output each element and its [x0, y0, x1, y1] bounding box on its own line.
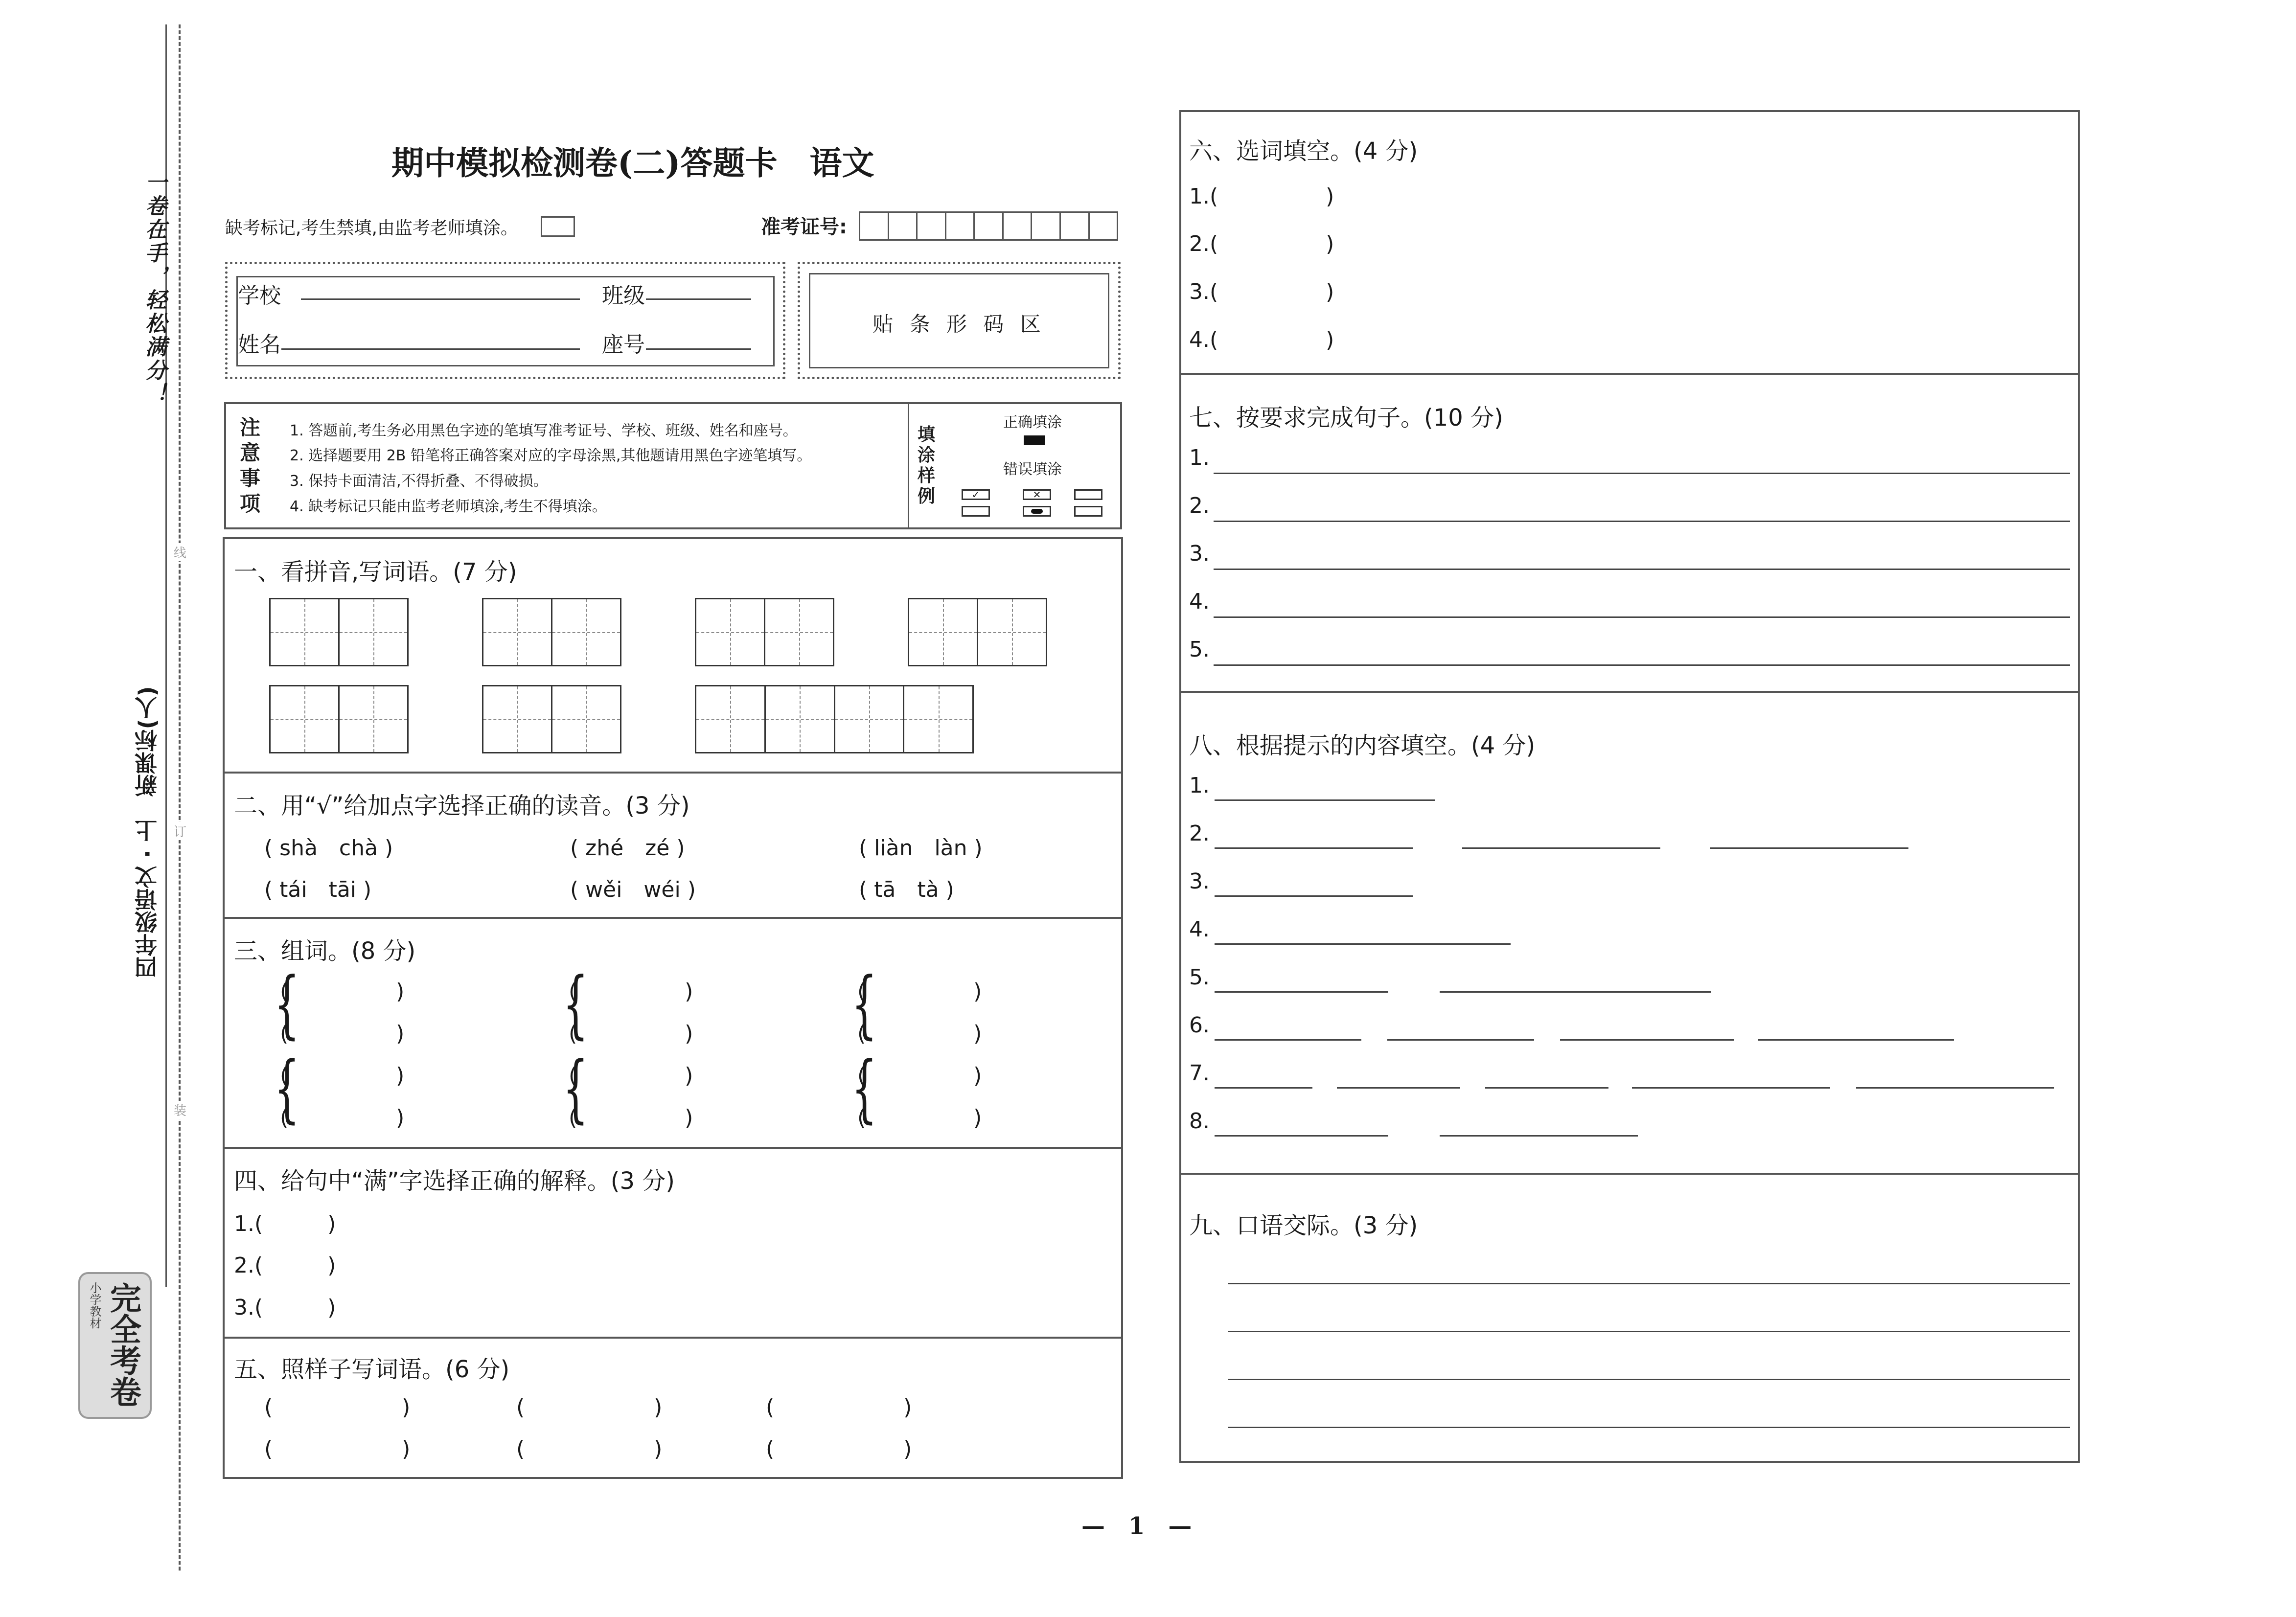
note-2: 2. 选择题要用 2B 铅笔将正确答案对应的字母涂黑,其他题请用黑色字迹笔填写。	[290, 447, 812, 464]
word-blank[interactable]: ( )	[280, 1021, 405, 1046]
fill-blank[interactable]	[1758, 1039, 1954, 1041]
brace-4: {	[563, 1046, 589, 1131]
brand-logo-small: 小学教材	[88, 1282, 101, 1329]
fill-label: 2.	[1189, 821, 1210, 846]
notes-heading: 注意事项	[240, 415, 261, 516]
fill-blank[interactable]	[1215, 1039, 1361, 1041]
school-field[interactable]	[301, 298, 580, 300]
word-blank[interactable]: ( )	[569, 1063, 693, 1088]
cut-line-dashed	[179, 24, 181, 1571]
word-blank[interactable]: ( )	[280, 1105, 405, 1130]
pinyin-box-7[interactable]	[695, 685, 974, 753]
wrong-sample-2: ✕	[1023, 489, 1051, 500]
page-title: 期中模拟检测卷(二)答题卡 语文	[391, 144, 874, 182]
cut-mark-3: 装	[174, 1101, 186, 1119]
pinyin-choice-2[interactable]: ( zhé zé )	[570, 836, 685, 861]
word-blank[interactable]: ( )	[569, 1021, 693, 1046]
sidebar-slogan: 一卷在手，轻松满分！	[141, 171, 166, 406]
wrong-sample-1: ✓	[962, 489, 990, 500]
section-9-title: 九、口语交际。(3 分)	[1189, 1212, 1418, 1239]
pinyin-box-6[interactable]	[482, 685, 621, 753]
word-blank[interactable]: ( )	[857, 979, 982, 1004]
fill-blank[interactable]	[1632, 1087, 1830, 1089]
choose-word-1[interactable]: 1.( )	[1189, 184, 1334, 209]
sentence-line[interactable]	[1214, 473, 2070, 474]
wrong-fill-label: 错误填涂	[1003, 461, 1062, 478]
class-field[interactable]	[646, 298, 751, 300]
pinyin-box-4[interactable]	[908, 598, 1047, 666]
seat-field[interactable]	[646, 348, 751, 350]
note-3: 3. 保持卡面清洁,不得折叠、不得破损。	[290, 473, 548, 490]
class-label: 班级	[602, 283, 645, 308]
sentence-line[interactable]	[1214, 664, 2070, 666]
fill-blank[interactable]	[1215, 991, 1388, 993]
sentence-line[interactable]	[1214, 616, 2070, 618]
word-blank[interactable]: ( )	[280, 1063, 405, 1088]
fill-blank[interactable]	[1462, 847, 1660, 849]
name-label: 姓名	[238, 332, 281, 357]
pinyin-box-3[interactable]	[695, 598, 834, 666]
pinyin-box-1[interactable]	[269, 598, 409, 666]
wrong-sample-6	[1074, 506, 1102, 517]
choose-word-3[interactable]: 3.( )	[1189, 279, 1334, 304]
fill-blank[interactable]	[1215, 1087, 1312, 1089]
section-3-title: 三、组词。(8 分)	[234, 937, 416, 965]
section-2-title: 二、用“√”给加点字选择正确的读音。(3 分)	[234, 792, 690, 820]
example-word-blank[interactable]: ( )	[516, 1395, 663, 1420]
fill-label: 3.	[1189, 869, 1210, 894]
word-blank[interactable]: ( )	[569, 1105, 693, 1130]
full-answer-3[interactable]: 3.( )	[234, 1295, 336, 1320]
fill-label: 7.	[1189, 1061, 1210, 1086]
pinyin-box-2[interactable]	[482, 598, 621, 666]
correct-fill-label: 正确填涂	[1003, 414, 1062, 431]
wrong-sample-4	[962, 506, 990, 517]
left-answer-column	[223, 537, 1123, 1479]
sentence-line[interactable]	[1214, 569, 2070, 570]
fill-blank[interactable]	[1710, 847, 1908, 849]
sentence-label: 4.	[1189, 589, 1210, 614]
oral-line-1[interactable]	[1228, 1283, 2070, 1284]
pinyin-choice-4[interactable]: ( tái tāi )	[264, 877, 372, 902]
section-4-title: 四、给句中“满”字选择正确的解释。(3 分)	[234, 1167, 675, 1195]
sentence-line[interactable]	[1214, 521, 2070, 522]
fill-blank[interactable]	[1215, 1135, 1388, 1137]
word-blank[interactable]: ( )	[280, 979, 405, 1004]
student-info-box	[225, 262, 785, 379]
absent-mark-box[interactable]	[541, 216, 575, 237]
section-1-title: 一、看拼音,写词语。(7 分)	[234, 558, 517, 586]
section-6-title: 六、选词填空。(4 分)	[1189, 137, 1418, 165]
fill-blank[interactable]	[1215, 847, 1413, 849]
fill-blank[interactable]	[1215, 799, 1435, 801]
fill-blank[interactable]	[1856, 1087, 2054, 1089]
fill-blank[interactable]	[1440, 991, 1711, 993]
choose-word-2[interactable]: 2.( )	[1189, 231, 1334, 256]
page-number: — 1 —	[1081, 1512, 1192, 1540]
word-blank[interactable]: ( )	[569, 979, 693, 1004]
fill-blank[interactable]	[1215, 943, 1511, 945]
absent-note: 缺考标记,考生禁填,由监考老师填涂。	[225, 218, 518, 238]
right-answer-column	[1179, 110, 2080, 1463]
example-word-blank[interactable]: ( )	[766, 1436, 912, 1461]
sidebar-course: 四年级语文 · 上 新课标(人)	[134, 686, 161, 979]
word-blank[interactable]: ( )	[857, 1021, 982, 1046]
sentence-label: 2.	[1189, 493, 1210, 518]
seat-label: 座号	[602, 332, 645, 357]
brace-3: {	[563, 962, 589, 1047]
example-word-blank[interactable]: ( )	[516, 1436, 663, 1461]
section-8-title: 八、根据提示的内容填空。(4 分)	[1189, 732, 1536, 759]
wrong-sample-5	[1023, 506, 1051, 517]
fill-label: 6.	[1189, 1013, 1210, 1038]
name-field[interactable]	[281, 348, 580, 350]
example-word-blank[interactable]: ( )	[766, 1395, 912, 1420]
example-word-blank[interactable]: ( )	[264, 1395, 411, 1420]
fill-label: 5.	[1189, 965, 1210, 990]
pinyin-box-5[interactable]	[269, 685, 409, 753]
note-4: 4. 缺考标记只能由监考老师填涂,考生不得填涂。	[290, 498, 607, 515]
notes-divider	[908, 402, 909, 529]
pinyin-choice-3[interactable]: ( liàn làn )	[859, 836, 983, 861]
correct-fill-sample	[1024, 435, 1045, 445]
cut-mark-2: 订	[174, 822, 186, 840]
brand-logo-text: 完全考卷	[105, 1282, 141, 1407]
exam-number-label: 准考证号:	[761, 216, 847, 238]
pinyin-choice-6[interactable]: ( tā tà )	[859, 877, 954, 902]
section-7-title: 七、按要求完成句子。(10 分)	[1189, 404, 1503, 432]
fill-blank[interactable]	[1337, 1087, 1460, 1089]
fill-blank[interactable]	[1560, 1039, 1734, 1041]
section-5-title: 五、照样子写词语。(6 分)	[234, 1356, 510, 1383]
note-1: 1. 答题前,考生务必用黑色字迹的笔填写准考证号、学校、班级、姓名和座号。	[290, 422, 798, 439]
word-blank[interactable]: ( )	[857, 1105, 982, 1130]
oral-line-2[interactable]	[1228, 1331, 2070, 1332]
sentence-label: 1.	[1189, 445, 1210, 470]
fill-blank[interactable]	[1440, 1135, 1638, 1137]
choose-word-4[interactable]: 4.( )	[1189, 327, 1334, 352]
example-word-blank[interactable]: ( )	[264, 1436, 411, 1461]
exam-number-boxes[interactable]	[859, 211, 1118, 241]
sample-label: 填涂样例	[918, 425, 936, 506]
oral-line-4[interactable]	[1228, 1427, 2070, 1428]
fill-label: 1.	[1189, 773, 1210, 798]
oral-line-3[interactable]	[1228, 1379, 2070, 1380]
barcode-label: 贴 条 形 码 区	[872, 312, 1046, 336]
fill-label: 8.	[1189, 1109, 1210, 1134]
fill-blank[interactable]	[1387, 1039, 1534, 1041]
brace-6: {	[851, 1046, 877, 1131]
brace-5: {	[851, 962, 877, 1047]
wrong-sample-3	[1074, 489, 1102, 500]
full-answer-2[interactable]: 2.( )	[234, 1253, 336, 1278]
fill-label: 4.	[1189, 917, 1210, 942]
pinyin-choice-1[interactable]: ( shà chà )	[264, 836, 393, 861]
school-label: 学校	[238, 283, 281, 308]
cut-mark-1: 线	[174, 543, 186, 561]
fill-blank[interactable]	[1485, 1087, 1608, 1089]
sentence-label: 5.	[1189, 637, 1210, 662]
brace-2: {	[274, 1046, 300, 1131]
pinyin-choice-5[interactable]: ( wěi wéi )	[570, 877, 696, 902]
sentence-label: 3.	[1189, 541, 1210, 566]
word-blank[interactable]: ( )	[857, 1063, 982, 1088]
fill-blank[interactable]	[1215, 895, 1413, 897]
brace-1: {	[274, 962, 300, 1047]
full-answer-1[interactable]: 1.( )	[234, 1211, 336, 1236]
